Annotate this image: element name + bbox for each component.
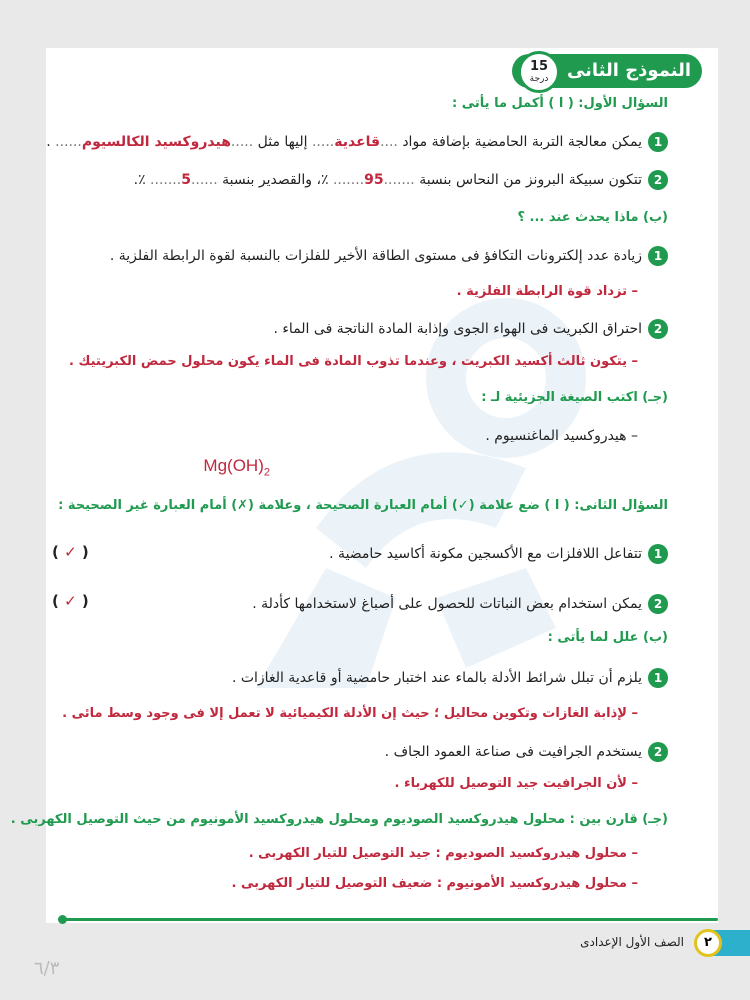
q1-c-item-1: – هيدروكسيد الماغنسيوم . — [485, 428, 638, 444]
q2-b-item-2: 2يستخدم الجرافيت فى صناعة العمود الجاف . — [385, 742, 668, 762]
q2-c-title: (جـ) قارن بين : محلول هيدروكسيد الصوديوم ومحلول هيدروكسيد الأمونيوم من حيث التوصيل الكهربى . — [10, 812, 668, 827]
q2-a-item-2: 2يمكن استخدام بعض النباتات للحصول على أصباغ لاستخدامها كأدلة . — [252, 594, 668, 614]
check-mark-2: ( ✓ ) — [52, 592, 89, 610]
check-mark-1: ( ✓ ) — [52, 543, 89, 561]
q1-b-item-1: 1زيادة عدد إلكترونات التكافؤ فى مستوى الطاقة الأخير للفلزات بالنسبة لقوة الرابطة الفلزية . — [110, 246, 668, 266]
number-badge: 2 — [648, 594, 668, 614]
answer-blank-1: قاعدية — [334, 134, 381, 150]
degree-number: 15 — [529, 59, 549, 74]
q1-c-title: (جـ) اكتب الصيغة الجزيئية لـ : — [481, 390, 668, 405]
number-badge: 2 — [648, 319, 668, 339]
q1-b-answer-2: – يتكون ثالث أكسيد الكبريت ، وعندما تذوب المادة فى الماء يكون محلول حمض الكبريتيك . — [69, 354, 638, 369]
q2-c-answer-1: – محلول هيدروكسيد الصوديوم : جيد التوصيل للتيار الكهربى . — [248, 846, 638, 861]
q1-a-item-2: 2تتكون سبيكة البرونز من النحاس بنسبة .......95....... ٪، والقصدير بنسبة ......5....... ٪. — [134, 170, 668, 190]
degree-badge — [518, 51, 560, 93]
degree-unit: درجة — [529, 74, 549, 84]
q2-b-item-1: 1يلزم أن تبلل شرائط الأدلة بالماء عند اختبار حامضية أو قاعدية الغازات . — [232, 668, 668, 688]
q1-a-item-1: 1يمكن معالجة التربة الحامضية بإضافة مواد ....قاعدية..... إليها مثل .....هيدروكسيد الكالسيوم...... . — [46, 132, 668, 152]
number-badge: 2 — [648, 742, 668, 762]
answer-blank-2: هيدروكسيد الكالسيوم — [81, 134, 231, 150]
q1-b-answer-1: – تزداد قوة الرابطة الفلزية . — [456, 284, 638, 299]
number-badge: 1 — [648, 246, 668, 266]
q2-a-item-1: 1تتفاعل اللافلزات مع الأكسجين مكونة أكاسيد حامضية . — [329, 544, 668, 564]
answer-blank-4: 5 — [181, 172, 191, 188]
q1-b-title: (ب) ماذا يحدث عند ... ؟ — [517, 210, 668, 225]
bottom-divider — [62, 918, 718, 921]
page-number: ٢ — [694, 929, 722, 957]
number-badge: 2 — [648, 170, 668, 190]
q2-a-title: السؤال الثانى: ( ا ) ضع علامة (✓) أمام العبارة الصحيحة ، وعلامة (✗) أمام العبارة غير الصحيحة : — [58, 498, 668, 513]
model-title-pill: النموذج الثانى — [512, 54, 702, 88]
q2-c-answer-2: – محلول هيدروكسيد الأمونيوم : ضعيف التوصيل للتيار الكهربى . — [231, 876, 638, 891]
corner-page-ref: ٦/٣ — [34, 958, 60, 979]
number-badge: 1 — [648, 668, 668, 688]
formula-mg-oh2: $Mg(OH)_2$ — [203, 456, 270, 479]
q2-b-title: (ب) علل لما يأتى : — [547, 630, 668, 645]
number-badge: 1 — [648, 544, 668, 564]
number-badge: 1 — [648, 132, 668, 152]
q1-a-title: السؤال الأول: ( ا ) أكمل ما يأتى : — [452, 96, 668, 111]
q2-b-answer-1: – لإذابة الغازات وتكوين محاليل ؛ حيث إن الأدلة الكيميائية لا تعمل إلا فى وجود وسط مائى . — [62, 706, 638, 721]
q2-b-answer-2: – لأن الجرافيت جيد التوصيل للكهرباء . — [394, 776, 638, 791]
answer-blank-3: 95 — [364, 172, 384, 188]
grade-label: الصف الأول الإعدادى — [580, 935, 684, 949]
q1-b-item-2: 2احتراق الكبريت فى الهواء الجوى وإذابة المادة الناتجة فى الماء . — [273, 319, 668, 339]
